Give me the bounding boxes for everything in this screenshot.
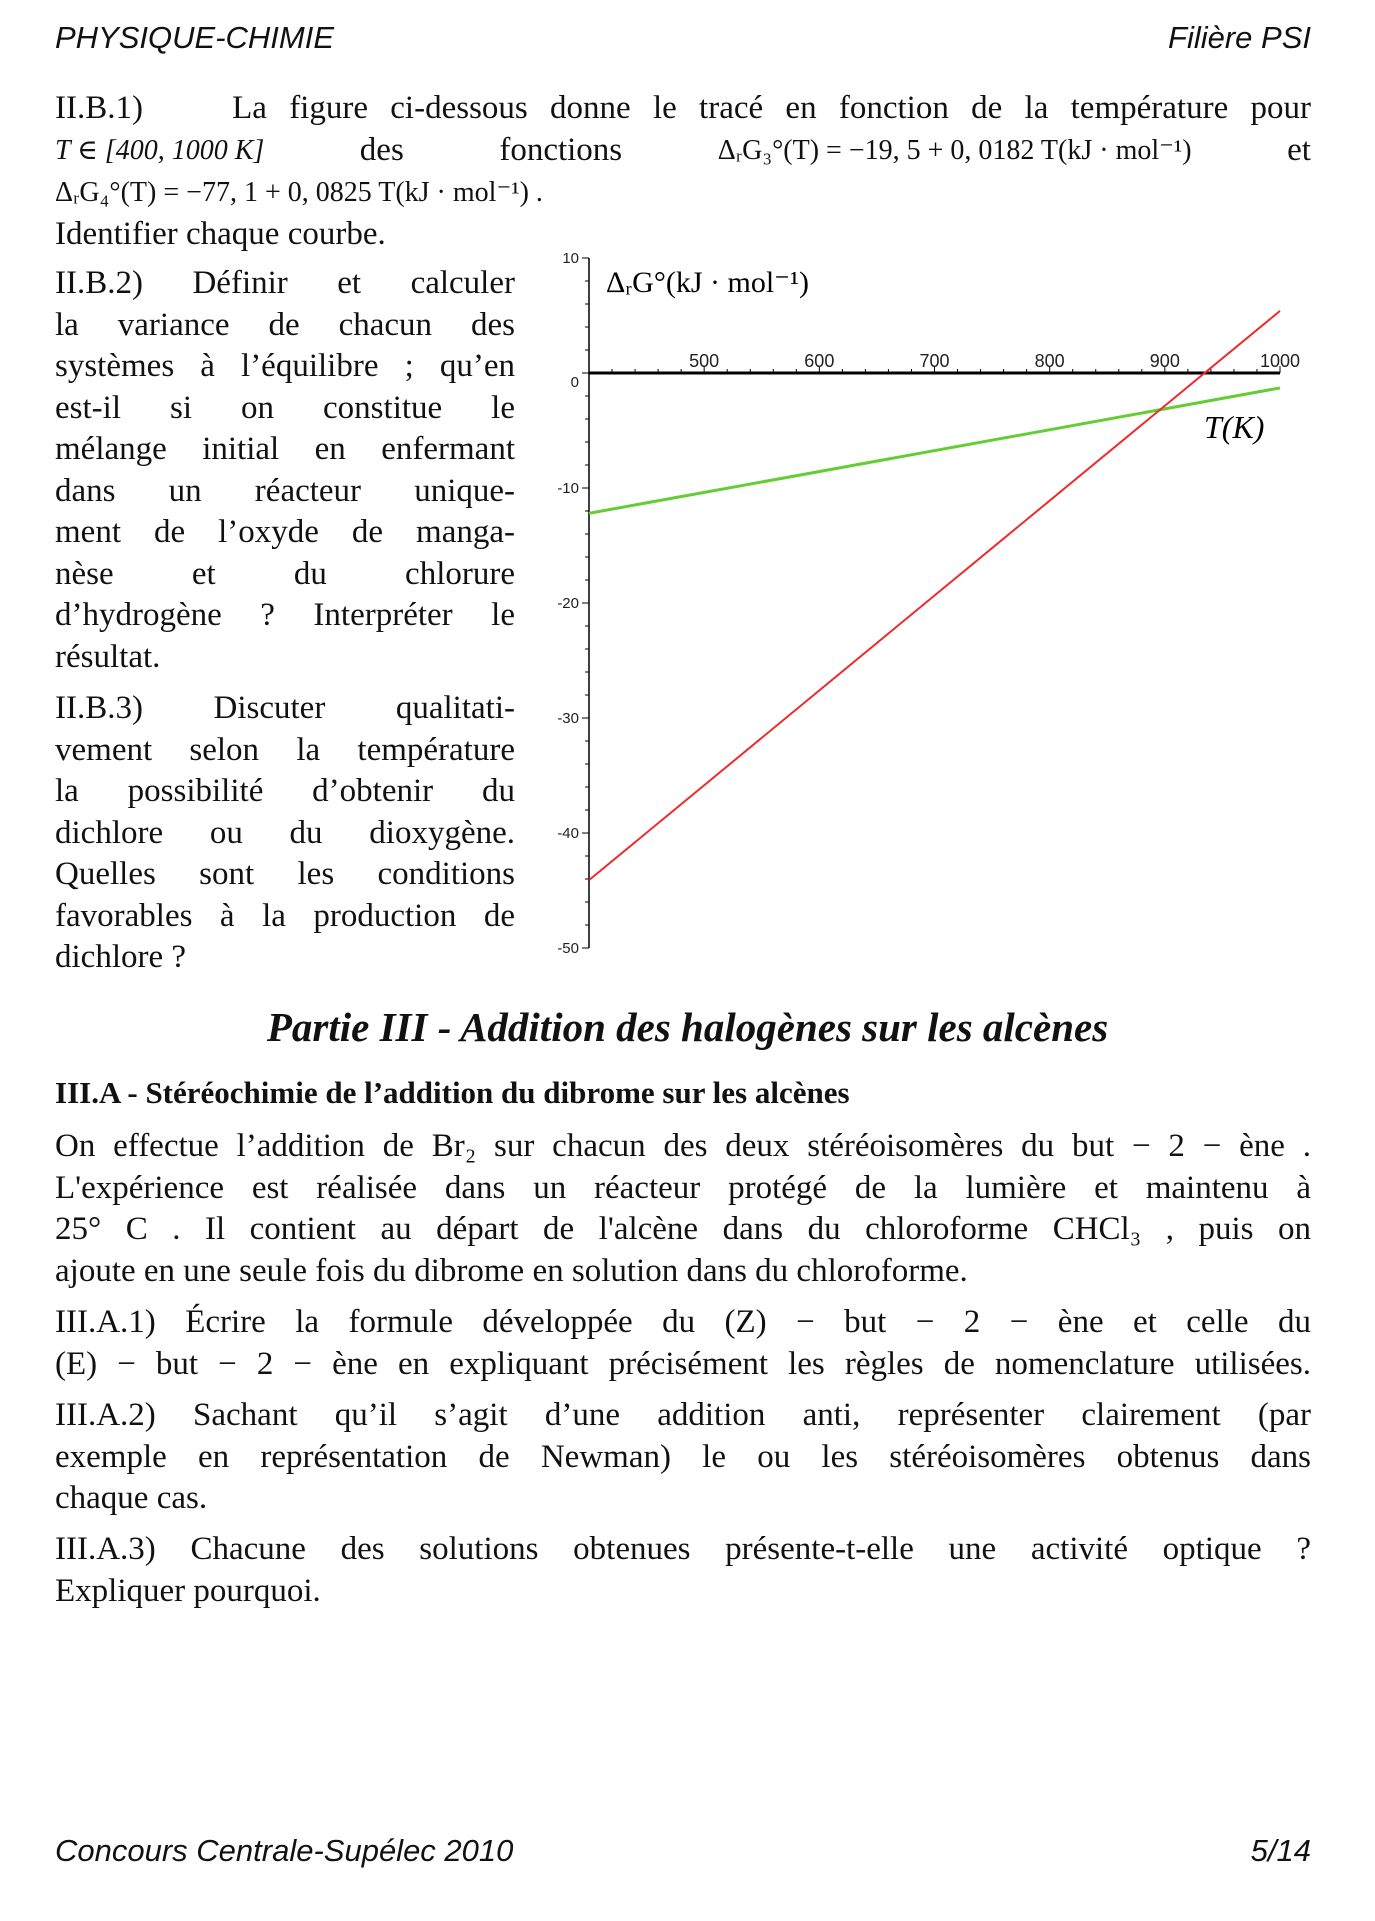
line: ajoute en une seule fois du dibrome en solution dans du chloroforme. [55, 1252, 968, 1289]
part-title: Partie III - Addition des halogènes sur les alcènes [266, 1004, 1109, 1050]
y-tick-label: -10 [557, 480, 579, 497]
line: résultat. [55, 638, 161, 675]
intro-paragraph [55, 1126, 1311, 1292]
series-line-ΔrG4° [589, 311, 1280, 880]
line: II.B.3) Discuter qualitati- [55, 690, 515, 726]
line: III.A.2) Sachant qu’il s’agit d’une addition anti, représenter clairement (par [55, 1397, 1311, 1433]
line: III.A.3) Chacune des solutions obtenues présente-t-elle une activité optique ? [55, 1531, 1311, 1567]
series-line-ΔrG3° [589, 388, 1280, 513]
line: des [359, 131, 404, 168]
x-tick-label: 500 [689, 351, 720, 371]
line: systèmes à l’équilibre ; qu’en [55, 348, 515, 384]
header-subject: PHYSIQUE-CHIMIE [55, 20, 335, 55]
line: vement selon la température [55, 731, 515, 768]
section-title: III.A - Stéréochimie de l’addition du dibrome sur les alcènes [55, 1075, 850, 1110]
line: (E) − but − 2 − ène en expliquant précisément les règles de nomenclature utilisées. [55, 1345, 1311, 1382]
x-tick-label: 1000 [1259, 351, 1301, 371]
x-axis-label: T(K) [1204, 409, 1265, 445]
header-track: Filière PSI [1168, 20, 1311, 55]
question-label: II.B.1) [55, 90, 143, 126]
line: favorables à la production de [55, 897, 515, 934]
question-IIB2 [55, 263, 515, 678]
line: On effectue l’addition de Br₂ sur chacun des deux stéréoisomères du but − 2 − ène . [55, 1128, 1311, 1164]
line: dans un réacteur unique- [55, 472, 515, 509]
y-tick-label: -20 [557, 595, 579, 612]
y-tick-label: 10 [562, 250, 579, 267]
y-tick-label: -30 [557, 710, 579, 727]
y-axis-label: ΔᵣG°(kJ · mol⁻¹) [606, 266, 809, 299]
line: et [1287, 131, 1311, 168]
line: dichlore ou du dioxygène. [55, 814, 515, 851]
line: exemple en représentation de Newman) le ou les stéréoisomères obtenus dans [55, 1438, 1311, 1475]
line: nèse et du chlorure [55, 555, 515, 592]
line: 25° C . Il contient au départ de l'alcène dans du chloroforme CHCl₃ , puis on [55, 1211, 1311, 1247]
line: d’hydrogène ? Interpréter le [55, 597, 515, 633]
x-tick-label: 700 [919, 351, 950, 371]
line: mélange initial en enfermant [55, 431, 515, 467]
x-tick-label: 900 [1149, 351, 1180, 371]
math-formula-g3: ΔᵣG₃°(T) = −19, 5 + 0, 0182 T(kJ · mol⁻¹) [717, 134, 1192, 166]
line: La figure ci-dessous donne le tracé en fonction de la température pour [232, 90, 1311, 126]
page-number: 5/14 [1250, 1833, 1311, 1868]
line: L'expérience est réalisée dans un réacteur protégé de la lumière et maintenu à [55, 1169, 1311, 1206]
line: la possibilité d’obtenir du [55, 773, 515, 809]
line: III.A.1) Écrire la formule développée du (Z) − but − 2 − ène et celle du [55, 1304, 1311, 1340]
question-IIIA3 [55, 1529, 1311, 1612]
question-IIIA2 [55, 1395, 1311, 1520]
question-IIB3 [55, 688, 515, 979]
line: est-il si on constitue le [55, 389, 515, 426]
line: II.B.2) Définir et calculer [55, 265, 515, 301]
line: ment de l’oxyde de manga- [55, 514, 515, 550]
y-tick-label: 0 [570, 374, 579, 391]
question-IIB1 [55, 88, 1311, 255]
line: Identifier chaque courbe. [55, 215, 386, 252]
question-IIIA1 [55, 1302, 1311, 1385]
line: Quelles sont les conditions [55, 856, 515, 892]
x-tick-label: 800 [1034, 351, 1065, 371]
line: chaque cas. [55, 1480, 208, 1516]
line: la variance de chacun des [55, 306, 515, 343]
math-formula-g4: ΔᵣG₄°(T) = −77, 1 + 0, 0825 T(kJ · mol⁻¹) . [55, 177, 543, 208]
line: Expliquer pourquoi. [55, 1572, 321, 1609]
line: fonctions [499, 131, 623, 168]
line: dichlore ? [55, 939, 187, 975]
math-interval: T ∈ [400, 1000 K] [55, 134, 265, 166]
x-tick-label: 600 [804, 351, 835, 371]
footer-contest: Concours Centrale-Supélec 2010 [55, 1833, 514, 1868]
y-tick-label: -40 [557, 825, 579, 842]
y-tick-label: -50 [557, 940, 579, 957]
